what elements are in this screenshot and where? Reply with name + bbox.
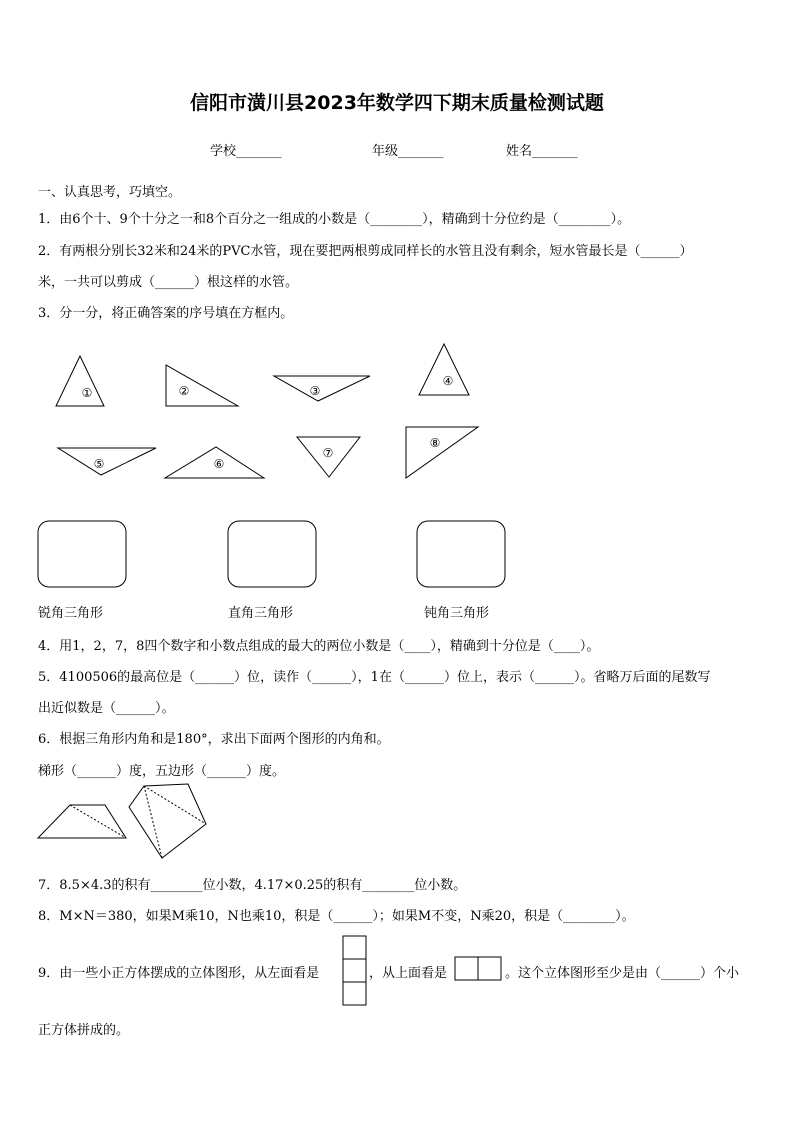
question-9-part2: ，从上面看是 [369, 966, 448, 981]
top-view-figure [454, 956, 504, 982]
question-2-line2: 米，一共可以剪成（______）根这样的水管。 [38, 275, 299, 290]
question-1: 1．由6个十、9个十分之一和8个百分之一组成的小数是（________），精确到十分位约是（________）。 [38, 212, 631, 227]
triangles-figure [0, 330, 794, 620]
page-title: 信阳市潢川县2023年数学四下期末质量检测试题 [190, 92, 604, 114]
question-6-line1: 6．根据三角形内角和是180°，求出下面两个图形的内角和。 [38, 732, 390, 747]
triangle-8 [406, 427, 478, 478]
triangle-label-4: ④ [442, 374, 454, 388]
triangle-label-6: ⑥ [213, 457, 225, 471]
triangle-label-3: ③ [309, 384, 321, 398]
trapezoid-diagonal [70, 805, 126, 838]
triangle-3 [274, 376, 370, 401]
question-9-part1: 9．由一些小正方体摆成的立体图形，从左面看是 [38, 966, 320, 981]
question-5-line1: 5．4100506的最高位是（______）位，读作（______），1在（______）位上，表示（______）。省略万后面的尾数写 [38, 670, 711, 685]
answer-box-obtuse [417, 521, 505, 587]
question-9-line2: 正方体拼成的。 [38, 1023, 130, 1038]
triangle-label-8: ⑧ [429, 436, 441, 450]
question-2-line1: 2．有两根分别长32米和24米的PVC水管，现在要把两根剪成同样长的水管且没有剩余，短水管最长是（______） [38, 244, 693, 259]
answer-box-right [228, 521, 316, 587]
question-8: 8．M×N＝380，如果M乘10，N也乘10，积是（______）；如果M不变，N乘20，积是（________）。 [38, 909, 635, 924]
triangle-label-5: ⑤ [93, 457, 105, 471]
triangle-label-2: ② [178, 384, 190, 398]
question-3: 3．分一分，将正确答案的序号填在方框内。 [38, 306, 294, 321]
section-heading: 一、认真思考，巧填空。 [38, 185, 182, 200]
pentagon-diagonal-2 [144, 786, 162, 858]
name-field: 姓名_______ [506, 144, 578, 159]
box-label-right: 直角三角形 [228, 606, 294, 621]
pentagon [129, 784, 206, 858]
question-4: 4．用1，2，7，8四个数字和小数点组成的最大的两位小数是（____），精确到十分位是（____）。 [38, 639, 600, 654]
answer-box-acute [38, 521, 126, 587]
triangle-1 [56, 356, 104, 406]
box-label-obtuse: 钝角三角形 [424, 606, 490, 621]
trapezoid-pentagon-figure [0, 780, 240, 870]
triangle-5 [58, 448, 156, 475]
triangle-label-1: ① [81, 386, 93, 400]
grade-field: 年级_______ [372, 144, 444, 159]
question-9-part3: 。这个立体图形至少是由（______）个小 [505, 966, 740, 981]
school-field: 学校_______ [210, 144, 282, 159]
question-7: 7．8.5×4.3的积有________位小数，4.17×0.25的积有________位小数。 [38, 878, 467, 893]
box-label-acute: 锐角三角形 [38, 606, 104, 621]
question-6-line2: 梯形（______）度，五边形（______）度。 [38, 764, 286, 779]
pentagon-diagonal-1 [144, 786, 206, 824]
question-5-line2: 出近似数是（______）。 [38, 701, 175, 716]
triangle-label-7: ⑦ [322, 446, 334, 460]
triangle-2 [166, 365, 238, 406]
trapezoid [38, 805, 126, 838]
left-view-figure [342, 935, 368, 1007]
